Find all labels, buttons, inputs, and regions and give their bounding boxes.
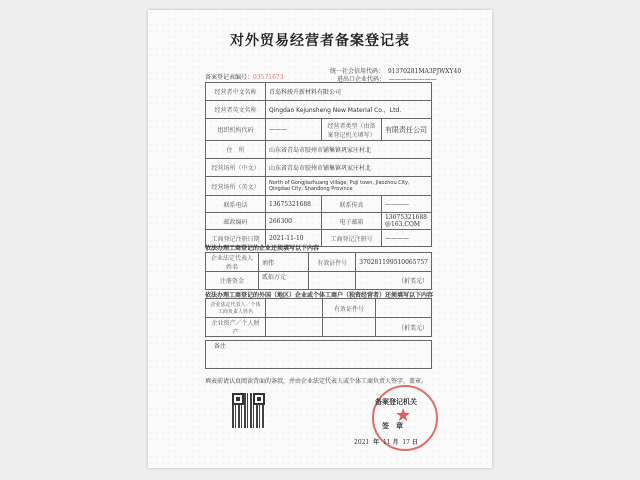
date-month: 11 xyxy=(382,439,391,446)
main-table xyxy=(205,82,432,247)
reg-no: ———— xyxy=(382,230,432,247)
place-cn: 山东省青岛市胶州市铺集镇巩家庄村北 xyxy=(266,159,432,177)
reg-no-label: 工商登记注册号 xyxy=(322,230,382,247)
record-number-value: 03571673 xyxy=(253,74,284,81)
org-code-label: 组织机构代码 xyxy=(206,119,266,141)
en-name-label: 经营者英文名称 xyxy=(206,101,266,119)
seal-label: 签 章 xyxy=(382,422,403,430)
section2-table xyxy=(205,252,432,290)
zip: 266300 xyxy=(266,213,322,230)
en-name: Qingdao Kejunsheng New Material Co.，Ltd. xyxy=(266,101,432,119)
date-year-unit: 年 xyxy=(373,439,380,446)
credit-code-label: 统一社会信用代码： xyxy=(330,68,385,75)
id-label: 有效证件号 xyxy=(309,253,356,272)
email-label: 电子邮箱 xyxy=(322,213,382,230)
fax-label: 联系传真 xyxy=(322,196,382,213)
capital: 贰佰万元 xyxy=(258,272,308,290)
assets-label: 企业资产／个人财产 xyxy=(206,318,266,337)
document-title: 对外贸易经营者备案登记表 xyxy=(230,33,410,49)
section3-table xyxy=(205,298,432,337)
section3-header: 依法办理工商登记的外国（地区）企业或个体工商户（独资经营者）还须填写以下内容 xyxy=(205,292,434,299)
notice-text: 填表前请认真阅读背面的条款，并由企业法定代表人或个体工商负责人签字、盖章。 xyxy=(205,378,428,385)
rep3-label: 企业法定代表人／个体工商负责人姓名 xyxy=(206,299,266,318)
reg-date-label: 工商登记注册日期 xyxy=(206,230,266,247)
date-year: 2021 xyxy=(354,439,370,446)
org-code: ——— xyxy=(266,119,322,141)
record-number-label: 备案登记表编号： xyxy=(205,74,254,81)
reg-date: 2021-11-10 xyxy=(266,230,322,247)
qr-code xyxy=(232,393,265,428)
assets-usd: （折美元） xyxy=(376,318,432,337)
rep-label: 企业法定代表人姓名 xyxy=(206,253,259,272)
remarks-label: 备注 xyxy=(206,341,432,369)
address-label: 住 所 xyxy=(206,141,266,159)
date-day-unit: 日 xyxy=(411,439,418,446)
id-number: 370281199510065757 xyxy=(356,253,432,272)
phone-label: 联系电话 xyxy=(206,196,266,213)
ie-code-label: 进出口企业代码： xyxy=(337,76,386,83)
credit-code-value: 91370281MA3PJWXY40 xyxy=(387,68,462,75)
cn-name: 青岛科竣升新材料有限公司 xyxy=(266,83,432,101)
ie-code-value: ———————— xyxy=(388,76,437,83)
type-label: 经营者类型（由备案登记机关填写） xyxy=(322,119,382,141)
authority-label: 备案登记机关 xyxy=(375,398,417,406)
date-day: 17 xyxy=(402,439,410,446)
cn-name-label: 经营者中文名称 xyxy=(206,83,266,101)
capital-label: 注册资金 xyxy=(206,272,259,290)
phone: 13675321688 xyxy=(266,196,322,213)
remarks-table xyxy=(205,340,432,369)
seal-star-icon: ★ xyxy=(395,405,412,426)
place-en-label: 经营场所（英文） xyxy=(206,177,266,196)
address: 山东省青岛市胶州市铺集镇巩家庄村北 xyxy=(266,141,432,159)
sign-date xyxy=(354,437,418,446)
rep: 刘伟 xyxy=(258,253,308,272)
date-month-unit: 月 xyxy=(392,439,399,446)
place-en: North of Gongjiazhuang village, Puji town, Jiaozhou City, Qingdao City, Shandong Province xyxy=(266,177,432,196)
email: 13675321688@163.COM xyxy=(382,213,432,230)
zip-label: 邮政编码 xyxy=(206,213,266,230)
capital-usd: （折美元） xyxy=(356,272,432,290)
type: 有限责任公司 xyxy=(382,119,432,141)
section2-header: 依法办理工商登记的企业还须填写以下内容 xyxy=(205,245,320,252)
place-cn-label: 经营场所（中文） xyxy=(206,159,266,177)
fax: ———— xyxy=(382,196,432,213)
id3-label: 有效证件号 xyxy=(323,299,376,318)
record-number xyxy=(205,72,284,81)
